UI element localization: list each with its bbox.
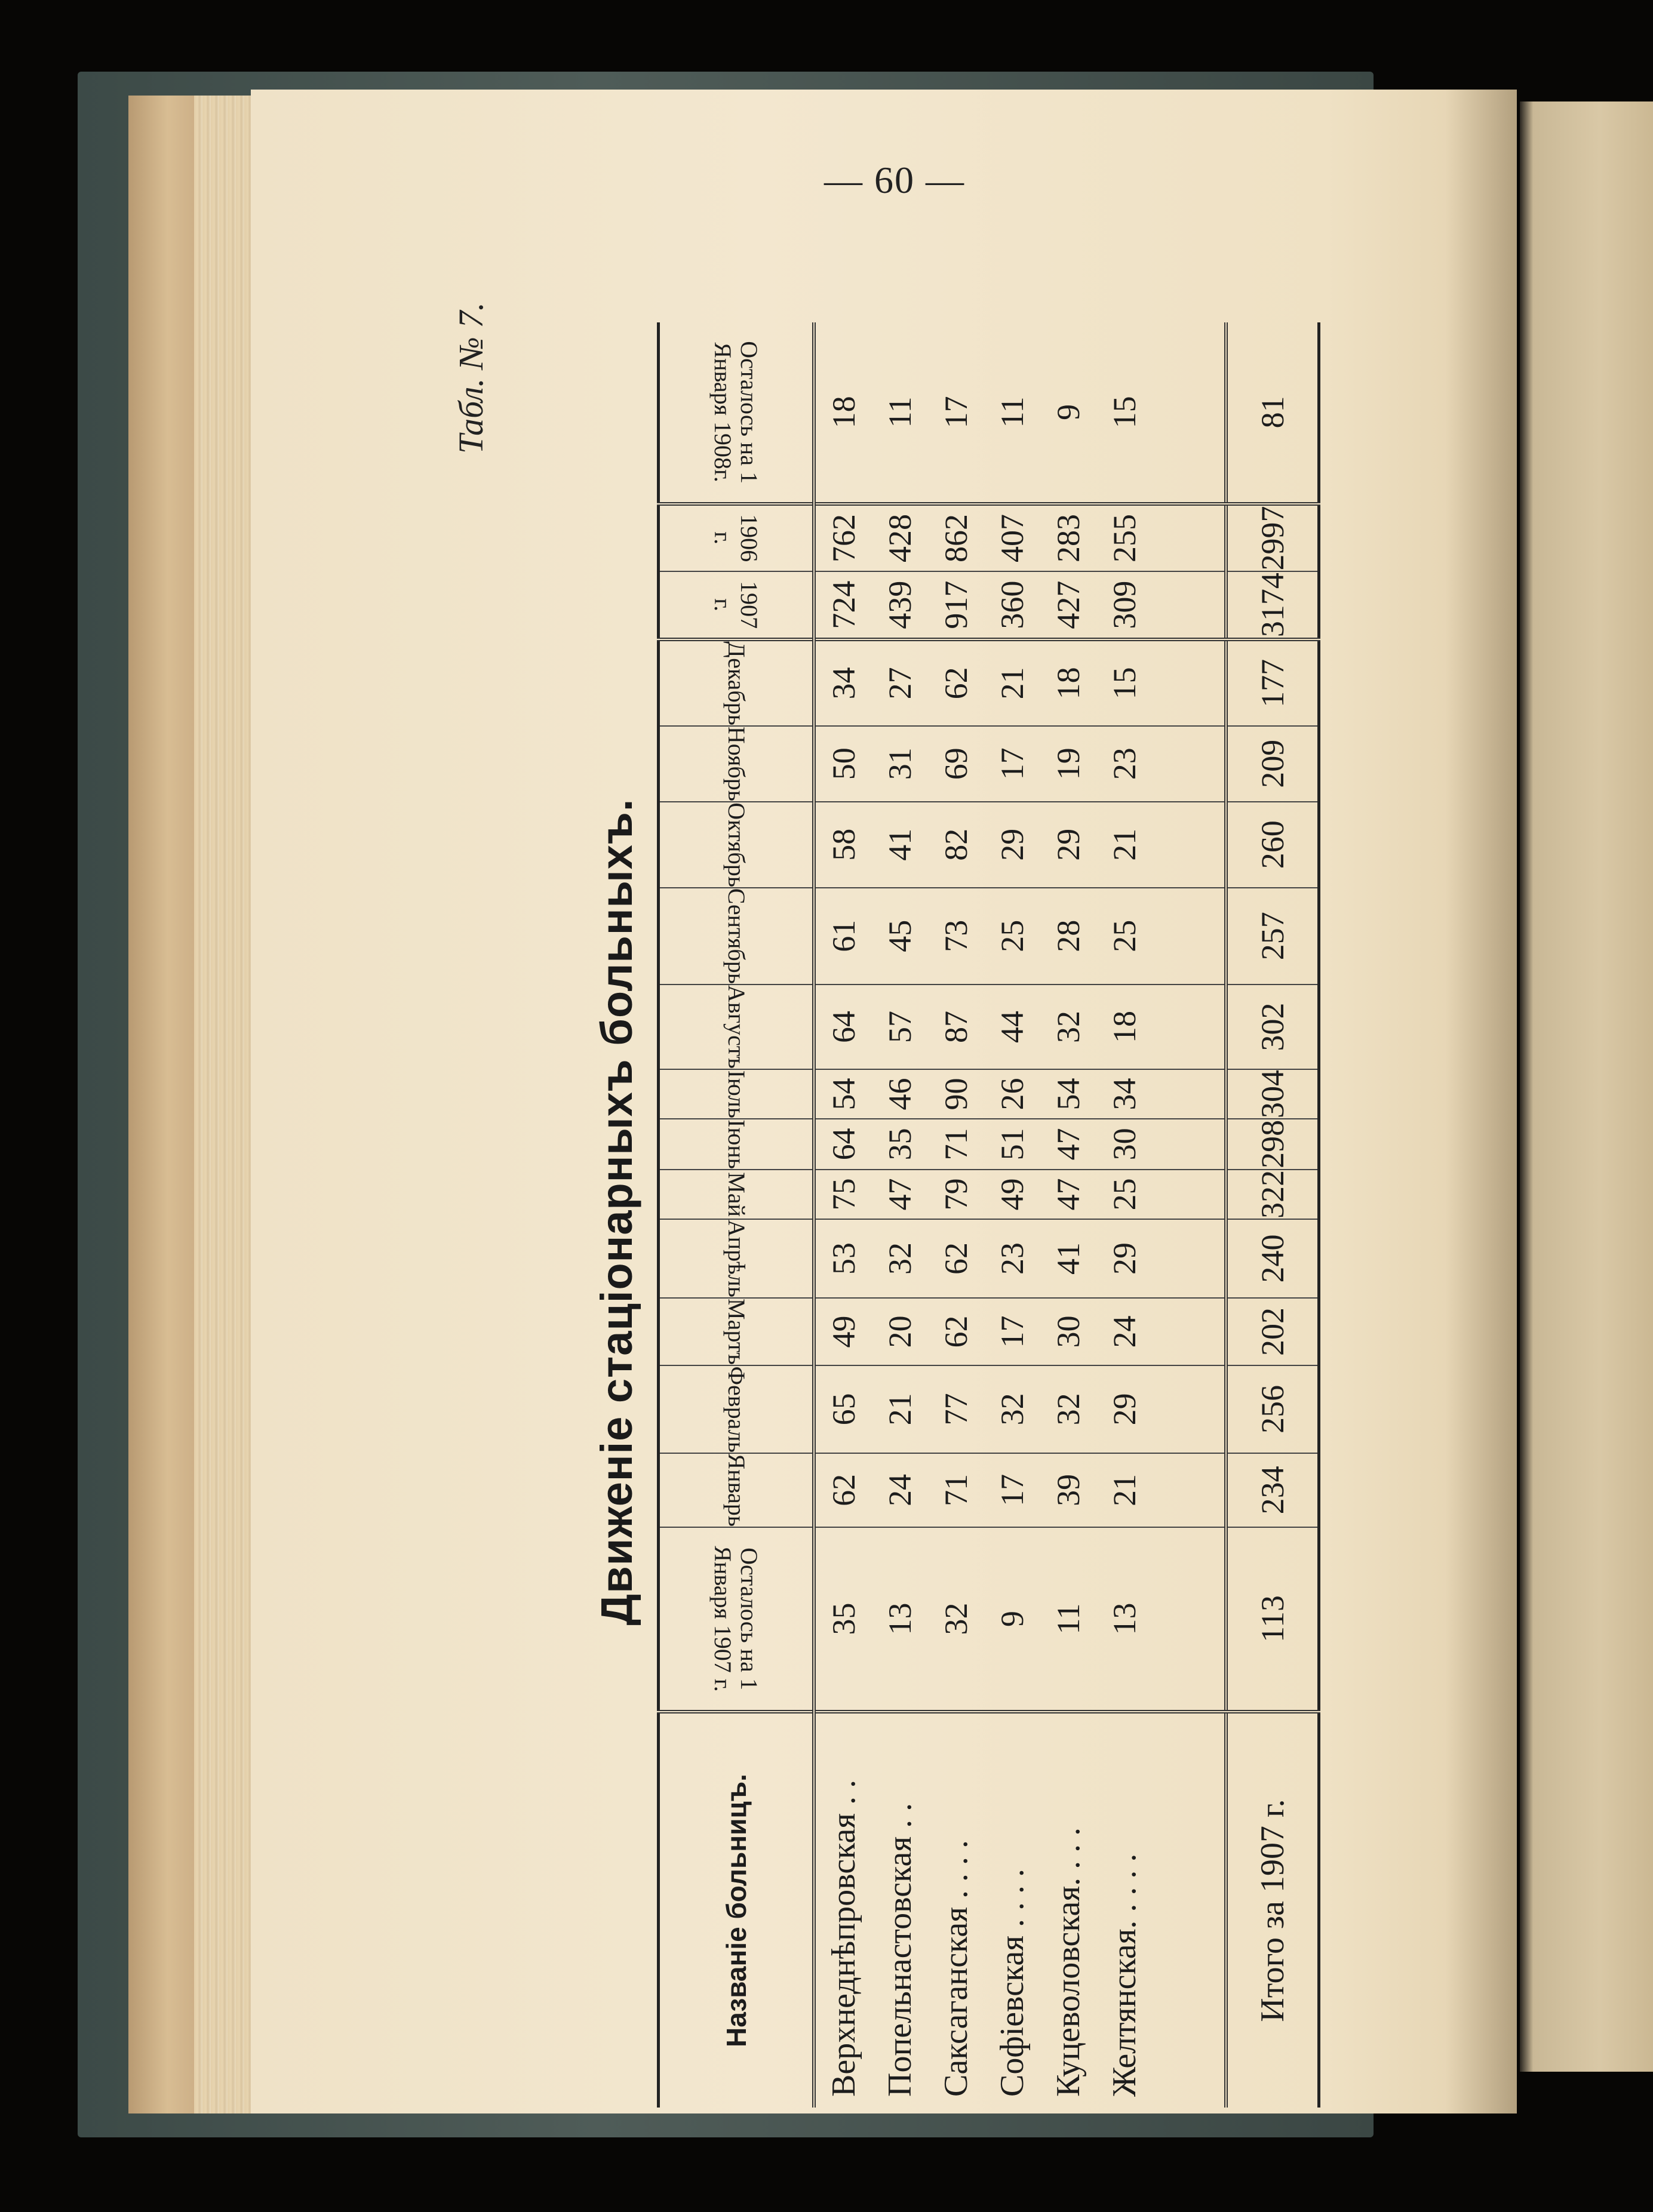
- header-year-1907: 1907 г.: [659, 571, 815, 639]
- header-month: Апрѣль: [659, 1219, 815, 1298]
- carried-1907-cell: 13: [1096, 1527, 1153, 1712]
- month-value-cell: 34: [814, 639, 872, 726]
- header-month: Декабрь: [659, 639, 815, 726]
- month-value-cell: 65: [814, 1365, 872, 1453]
- carried-1908-cell: 81: [1226, 322, 1319, 504]
- header-name: Названіе больницъ.: [659, 1712, 815, 2108]
- year-1906-cell: 407: [984, 504, 1040, 572]
- month-value-cell: 25: [984, 888, 1040, 985]
- carried-1907-cell: 35: [814, 1527, 872, 1712]
- month-value-cell: 62: [928, 1298, 984, 1365]
- header-month: Январь: [659, 1453, 815, 1527]
- month-value-cell: 75: [814, 1170, 872, 1219]
- month-value-cell: 31: [872, 726, 928, 802]
- month-value-cell: 322: [1226, 1170, 1319, 1219]
- carried-1907-cell: 11: [1040, 1527, 1096, 1712]
- month-value-cell: 21: [1096, 802, 1153, 888]
- hospital-name-cell: Верхнеднѣпровская . .: [825, 1779, 862, 2097]
- month-value-cell: 54: [814, 1069, 872, 1119]
- year-1907-cell: 439: [872, 571, 928, 639]
- year-1907-cell: 3174: [1226, 571, 1319, 639]
- carried-1908-cell: 17: [928, 322, 984, 504]
- month-value-cell: 257: [1226, 888, 1319, 985]
- month-value-cell: 234: [1226, 1453, 1319, 1527]
- month-value-cell: 25: [1096, 888, 1153, 985]
- year-1907-cell: 360: [984, 571, 1040, 639]
- month-value-cell: 18: [1040, 639, 1096, 726]
- carried-1908-cell: 9: [1040, 322, 1096, 504]
- year-1906-cell: 283: [1040, 504, 1096, 572]
- hospital-movement-table: [657, 322, 1320, 2108]
- header-month: Ноябрь: [659, 726, 815, 802]
- month-value-cell: 57: [872, 985, 928, 1069]
- table-row: [1040, 322, 1096, 2108]
- month-value-cell: 77: [928, 1365, 984, 1453]
- header-month: Сентябрь: [659, 888, 815, 985]
- header-month: Февраль: [659, 1365, 815, 1453]
- carried-1908-cell: 11: [872, 322, 928, 504]
- month-value-cell: 21: [1096, 1453, 1153, 1527]
- table-row: [928, 322, 984, 2108]
- year-1907-cell: 427: [1040, 571, 1096, 639]
- month-value-cell: 53: [814, 1219, 872, 1298]
- month-value-cell: 64: [814, 985, 872, 1069]
- month-value-cell: 23: [984, 1219, 1040, 1298]
- carried-1907-cell: 113: [1226, 1527, 1319, 1712]
- month-value-cell: 17: [984, 726, 1040, 802]
- month-value-cell: 49: [984, 1170, 1040, 1219]
- month-value-cell: 17: [984, 1298, 1040, 1365]
- carried-1908-cell: 11: [984, 322, 1040, 504]
- table-row: [1096, 322, 1153, 2108]
- month-value-cell: 15: [1096, 639, 1153, 726]
- month-value-cell: 32: [1040, 1365, 1096, 1453]
- month-value-cell: 21: [872, 1365, 928, 1453]
- month-value-cell: 24: [872, 1453, 928, 1527]
- month-value-cell: 41: [872, 802, 928, 888]
- month-value-cell: 298: [1226, 1119, 1319, 1170]
- header-month: Іюнь: [659, 1119, 815, 1170]
- month-value-cell: 209: [1226, 726, 1319, 802]
- month-value-cell: 45: [872, 888, 928, 985]
- month-value-cell: 62: [928, 639, 984, 726]
- month-value-cell: 61: [814, 888, 872, 985]
- month-value-cell: 58: [814, 802, 872, 888]
- month-value-cell: 50: [814, 726, 872, 802]
- header-month: Мартъ: [659, 1298, 815, 1365]
- month-value-cell: 49: [814, 1298, 872, 1365]
- month-value-cell: 32: [984, 1365, 1040, 1453]
- year-1906-cell: 762: [814, 504, 872, 572]
- month-value-cell: 29: [1096, 1219, 1153, 1298]
- month-value-cell: 35: [872, 1119, 928, 1170]
- month-value-cell: 240: [1226, 1219, 1319, 1298]
- hospital-name-cell: Саксаганская . . . .: [938, 1839, 975, 2097]
- year-1907-cell: 917: [928, 571, 984, 639]
- facing-page: [1520, 101, 1653, 2072]
- month-value-cell: 62: [814, 1453, 872, 1527]
- month-value-cell: 62: [928, 1219, 984, 1298]
- month-value-cell: 24: [1096, 1298, 1153, 1365]
- page-edges: [194, 96, 257, 2113]
- month-value-cell: 46: [872, 1069, 928, 1119]
- month-value-cell: 302: [1226, 985, 1319, 1069]
- header-month: Іюль: [659, 1069, 815, 1119]
- month-value-cell: 47: [872, 1170, 928, 1219]
- year-1906-cell: 862: [928, 504, 984, 572]
- rotated-table-block: [591, 316, 1427, 2108]
- carried-1907-cell: 9: [984, 1527, 1040, 1712]
- month-value-cell: 44: [984, 985, 1040, 1069]
- month-value-cell: 20: [872, 1298, 928, 1365]
- month-value-cell: 27: [872, 639, 928, 726]
- header-carried-1908: Осталось на 1 Января 1908г.: [659, 322, 815, 504]
- carried-1908-cell: 18: [814, 322, 872, 504]
- month-value-cell: 21: [984, 639, 1040, 726]
- month-value-cell: 19: [1040, 726, 1096, 802]
- month-value-cell: 30: [1096, 1119, 1153, 1170]
- year-1907-cell: 309: [1096, 571, 1153, 639]
- header-month: Май: [659, 1170, 815, 1219]
- carried-1907-cell: 32: [928, 1527, 984, 1712]
- hospital-name-cell: Куцеволовская. . . .: [1050, 1827, 1087, 2097]
- month-value-cell: 29: [1096, 1365, 1153, 1453]
- header-year-1906: 1906 г.: [659, 504, 815, 572]
- month-value-cell: 28: [1040, 888, 1096, 985]
- month-value-cell: 39: [1040, 1453, 1096, 1527]
- spacer-row: [1153, 322, 1226, 2108]
- hospital-name-cell: Желтянская. . . . .: [1106, 1853, 1143, 2097]
- year-1907-cell: 724: [814, 571, 872, 639]
- month-value-cell: 30: [1040, 1298, 1096, 1365]
- book-spine: [128, 96, 194, 2113]
- table-row: [814, 322, 872, 2108]
- table-row: [984, 322, 1040, 2108]
- month-value-cell: 34: [1096, 1069, 1153, 1119]
- header-month: Октябрь: [659, 802, 815, 888]
- year-1906-cell: 2997: [1226, 504, 1319, 572]
- month-value-cell: 47: [1040, 1170, 1096, 1219]
- month-value-cell: 25: [1096, 1170, 1153, 1219]
- month-value-cell: 82: [928, 802, 984, 888]
- carried-1907-cell: 13: [872, 1527, 928, 1712]
- month-value-cell: 64: [814, 1119, 872, 1170]
- month-value-cell: 26: [984, 1069, 1040, 1119]
- month-value-cell: 29: [984, 802, 1040, 888]
- total-row: [1226, 322, 1319, 2108]
- page-number: — 60 —: [824, 159, 965, 201]
- month-value-cell: 23: [1096, 726, 1153, 802]
- table-label: Табл. № 7.: [451, 302, 490, 454]
- month-value-cell: 51: [984, 1119, 1040, 1170]
- header-month: Августъ: [659, 985, 815, 1069]
- year-1906-cell: 255: [1096, 504, 1153, 572]
- month-value-cell: 69: [928, 726, 984, 802]
- hospital-name-cell: Софіевская . . . .: [994, 1869, 1031, 2097]
- month-value-cell: 18: [1096, 985, 1153, 1069]
- month-value-cell: 304: [1226, 1069, 1319, 1119]
- month-value-cell: 79: [928, 1170, 984, 1219]
- table-body: [814, 322, 1319, 2108]
- year-1906-cell: 428: [872, 504, 928, 572]
- month-value-cell: 202: [1226, 1298, 1319, 1365]
- month-value-cell: 17: [984, 1453, 1040, 1527]
- month-value-cell: 32: [872, 1219, 928, 1298]
- hospital-name-cell: Итого за 1907 г.: [1226, 1712, 1319, 2108]
- month-value-cell: 87: [928, 985, 984, 1069]
- header-row: [659, 322, 815, 2108]
- month-value-cell: 47: [1040, 1119, 1096, 1170]
- header-carried-1907: Осталось на 1 Января 1907 г.: [659, 1527, 815, 1712]
- table-title: Движеніе стаціонарныхъ больныхъ.: [592, 798, 641, 1626]
- month-value-cell: 71: [928, 1453, 984, 1527]
- month-value-cell: 29: [1040, 802, 1096, 888]
- month-value-cell: 71: [928, 1119, 984, 1170]
- month-value-cell: 41: [1040, 1219, 1096, 1298]
- month-value-cell: 256: [1226, 1365, 1319, 1453]
- carried-1908-cell: 15: [1096, 322, 1153, 504]
- month-value-cell: 54: [1040, 1069, 1096, 1119]
- table-row: [872, 322, 928, 2108]
- month-value-cell: 32: [1040, 985, 1096, 1069]
- month-value-cell: 90: [928, 1069, 984, 1119]
- month-value-cell: 73: [928, 888, 984, 985]
- month-value-cell: 177: [1226, 639, 1319, 726]
- hospital-name-cell: Попельнастовская . .: [881, 1802, 918, 2097]
- month-value-cell: 260: [1226, 802, 1319, 888]
